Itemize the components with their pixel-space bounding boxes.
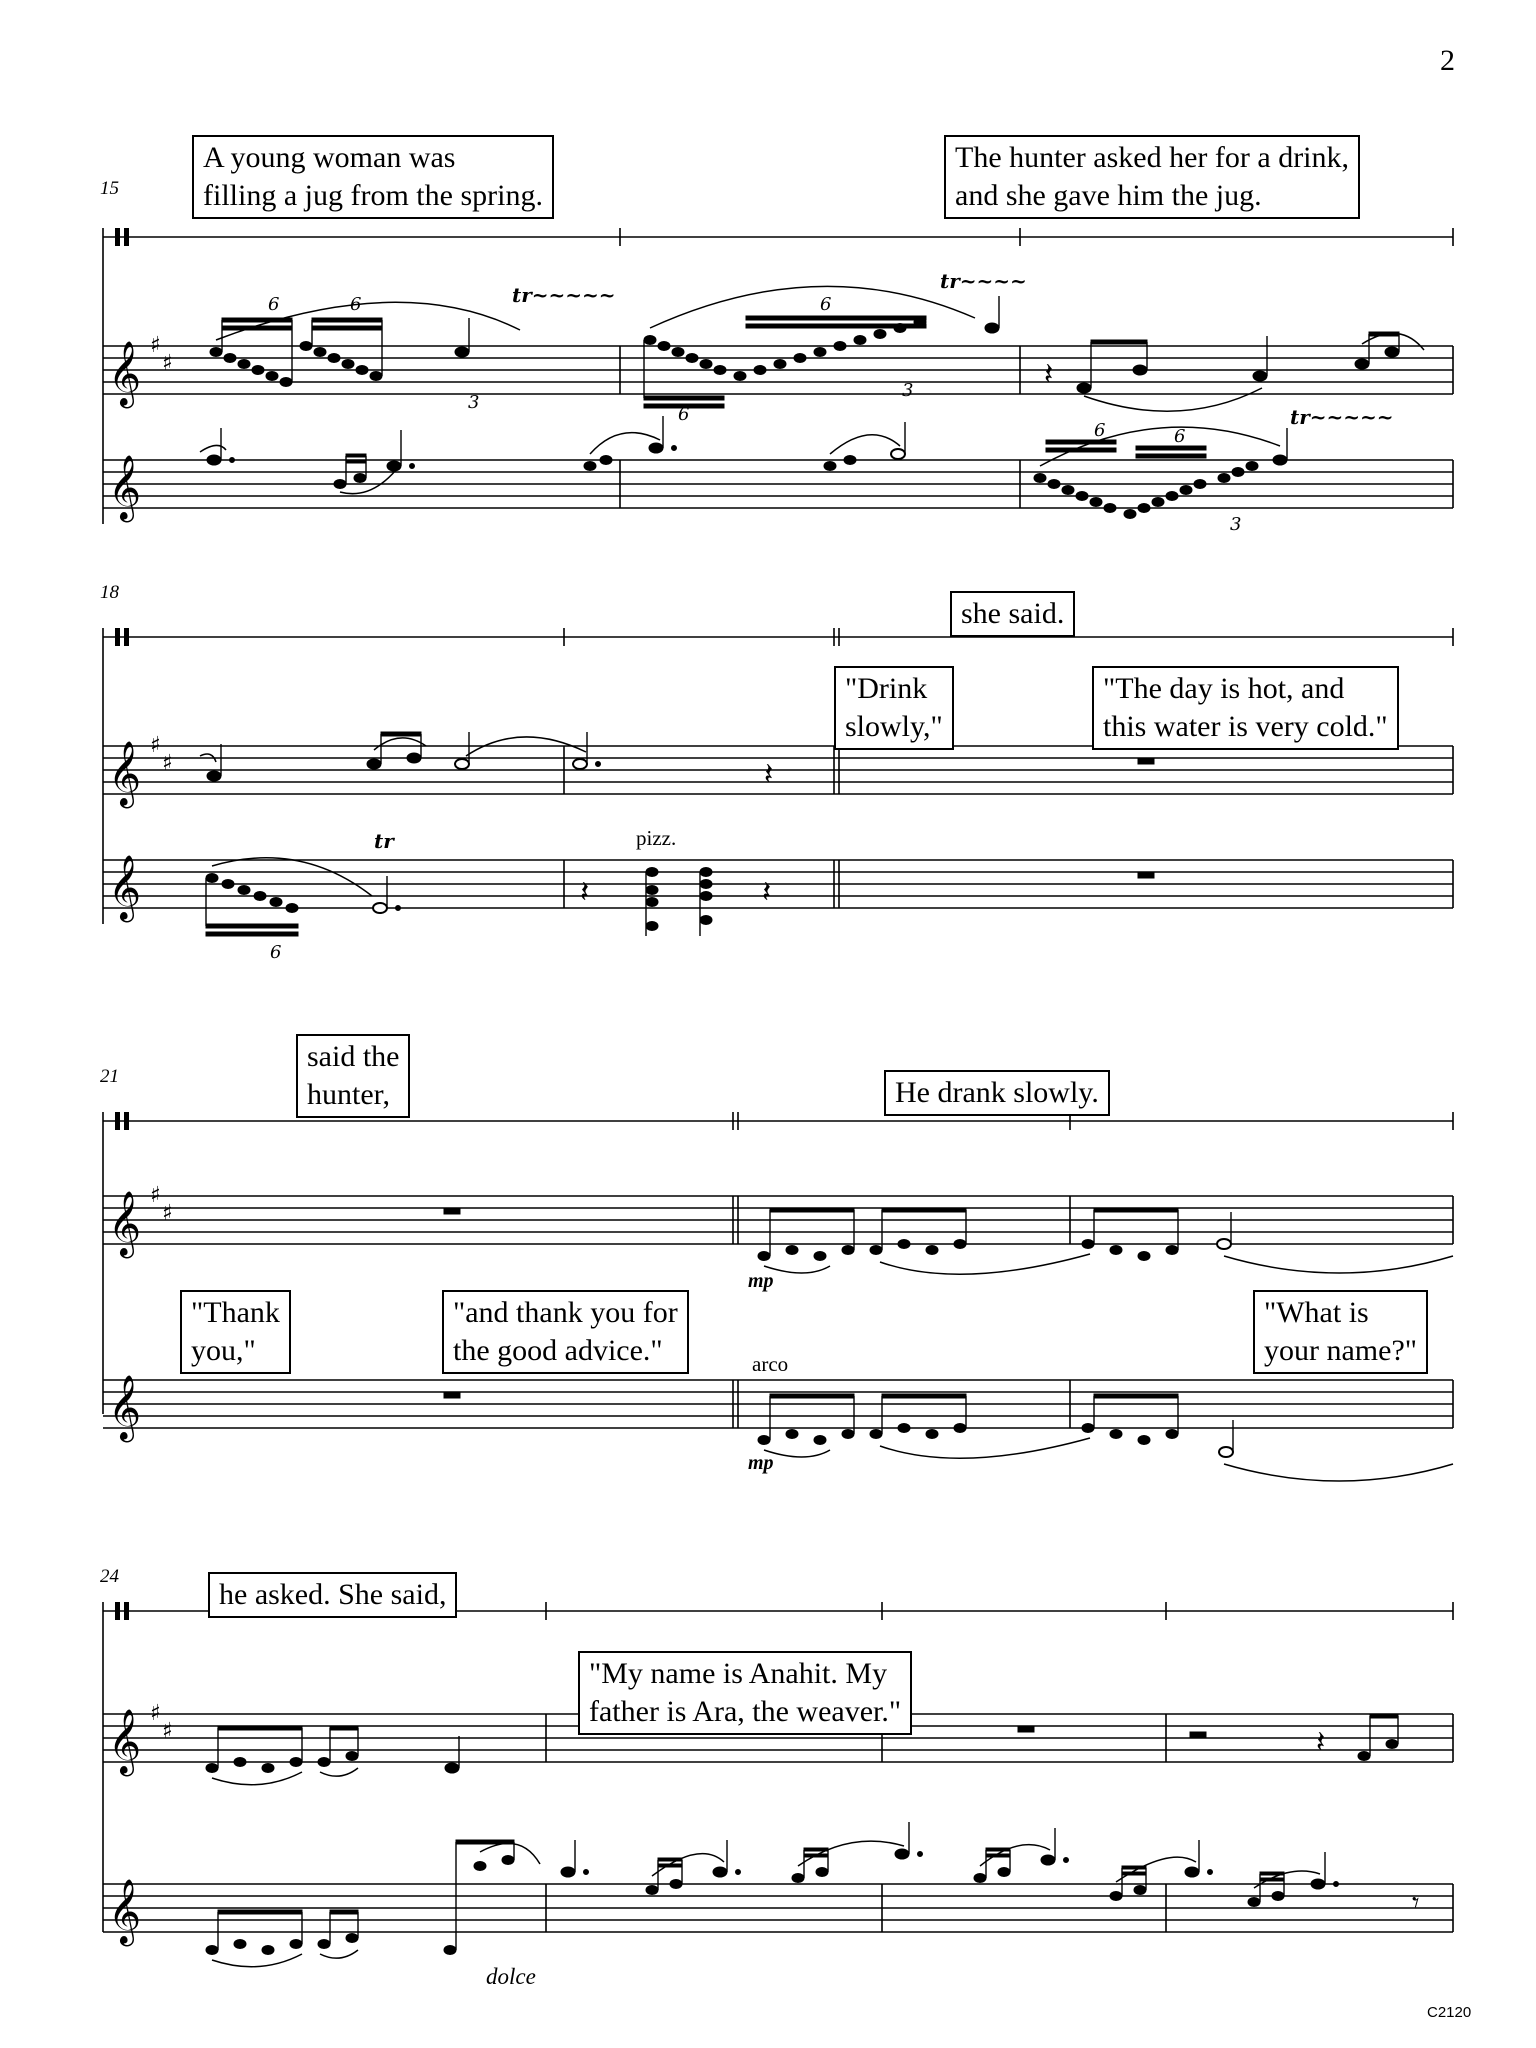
- treble-clef-icon: 𝄞: [108, 455, 142, 520]
- catalog-code: C2120: [1427, 2004, 1472, 2021]
- treble-clef-icon: 𝄞: [108, 1191, 142, 1256]
- narration-box: "The day is hot, and this water is very cold.": [1092, 666, 1399, 750]
- svg-text:3: 3: [1230, 514, 1242, 535]
- narration-box: said the hunter,: [296, 1034, 410, 1118]
- treble-clef-icon: 𝄞: [108, 1375, 142, 1440]
- sharp-icon: ♯: [162, 351, 173, 376]
- svg-text:3: 3: [902, 380, 914, 401]
- lower-staff: [103, 1822, 1453, 1967]
- whole-rest-icon: [444, 1392, 460, 1398]
- system-1: [103, 228, 1453, 535]
- svg-text:6: 6: [678, 404, 690, 425]
- narration-box: The hunter asked her for a drink, and she gave him the jug.: [944, 135, 1360, 219]
- treble-clef-icon: 𝄞: [108, 1879, 142, 1944]
- trill-icon: tr: [374, 829, 394, 853]
- svg-text:6: 6: [268, 294, 280, 315]
- upper-staff: [103, 269, 1453, 425]
- eighth-rest-icon: 𝄾: [1412, 1886, 1420, 1919]
- narration-box: he asked. She said,: [208, 1572, 457, 1618]
- dynamic-marking: mp: [748, 1270, 774, 1292]
- lower-staff: [103, 1375, 1453, 1481]
- svg-text:6: 6: [1174, 426, 1186, 447]
- sharp-icon: ♯: [162, 1719, 173, 1744]
- sharp-icon: ♯: [150, 733, 161, 758]
- quarter-rest-icon: 𝄽: [762, 875, 772, 910]
- whole-rest-icon: [1018, 1726, 1034, 1732]
- sharp-icon: ♯: [162, 751, 173, 776]
- arco-marking: arco: [752, 1352, 789, 1376]
- dynamic-marking: mp: [748, 1452, 774, 1474]
- sharp-icon: ♯: [150, 1183, 161, 1208]
- dolce-marking: dolce: [486, 1964, 536, 1989]
- narration-box: "Drink slowly,": [834, 666, 954, 750]
- treble-clef-icon: 𝄞: [108, 741, 142, 806]
- quarter-rest-icon: 𝄽: [1316, 1725, 1326, 1760]
- lower-staff: [103, 829, 1453, 963]
- narration-box: "Thank you,": [180, 1290, 291, 1374]
- lower-staff: [103, 405, 1453, 535]
- narration-box: He drank slowly.: [884, 1070, 1110, 1116]
- trill-icon: tr~~~~~: [1290, 405, 1394, 429]
- svg-text:3: 3: [468, 392, 480, 413]
- percussion-clef-icon: [115, 228, 120, 246]
- whole-rest-icon: [1138, 758, 1154, 764]
- narration-box: she said.: [950, 591, 1075, 637]
- svg-text:6: 6: [350, 294, 362, 315]
- pizzicato-marking: pizz.: [636, 826, 677, 850]
- sharp-icon: ♯: [150, 333, 161, 358]
- percussion-clef-icon: [115, 628, 120, 646]
- percussion-staff: [103, 628, 1453, 646]
- trill-icon: tr~~~~: [940, 269, 1027, 293]
- whole-rest-icon: [1138, 872, 1154, 878]
- narration-box: A young woman was filling a jug from the spring.: [192, 135, 554, 219]
- treble-clef-icon: 𝄞: [108, 1709, 142, 1774]
- narration-box: "My name is Anahit. My father is Ara, the weaver.": [578, 1651, 912, 1735]
- measure-number: 24: [100, 1566, 119, 1587]
- whole-rest-icon: [444, 1208, 460, 1214]
- measure-number: 18: [100, 582, 119, 603]
- system-3: [103, 1112, 1453, 1481]
- measure-number: 15: [100, 178, 119, 199]
- percussion-clef-icon: [115, 1602, 120, 1620]
- page-number: 2: [1440, 44, 1455, 77]
- quarter-rest-icon: 𝄽: [580, 875, 590, 910]
- trill-icon: tr~~~~~: [512, 283, 616, 307]
- svg-text:6: 6: [1094, 420, 1106, 441]
- treble-clef-icon: 𝄞: [108, 855, 142, 920]
- upper-staff: [103, 1183, 1453, 1274]
- measure-number: 21: [100, 1066, 119, 1087]
- sharp-icon: ♯: [150, 1701, 161, 1726]
- quarter-rest-icon: 𝄽: [764, 757, 774, 792]
- treble-clef-icon: 𝄞: [108, 341, 142, 406]
- narration-box: "What is your name?": [1253, 1290, 1428, 1374]
- quarter-rest-icon: 𝄽: [1044, 357, 1054, 392]
- percussion-clef-icon: [115, 1112, 120, 1130]
- narration-box: "and thank you for the good advice.": [442, 1290, 689, 1374]
- percussion-staff: [103, 228, 1453, 246]
- svg-text:6: 6: [820, 294, 832, 315]
- svg-text:6: 6: [270, 942, 282, 963]
- sharp-icon: ♯: [162, 1201, 173, 1226]
